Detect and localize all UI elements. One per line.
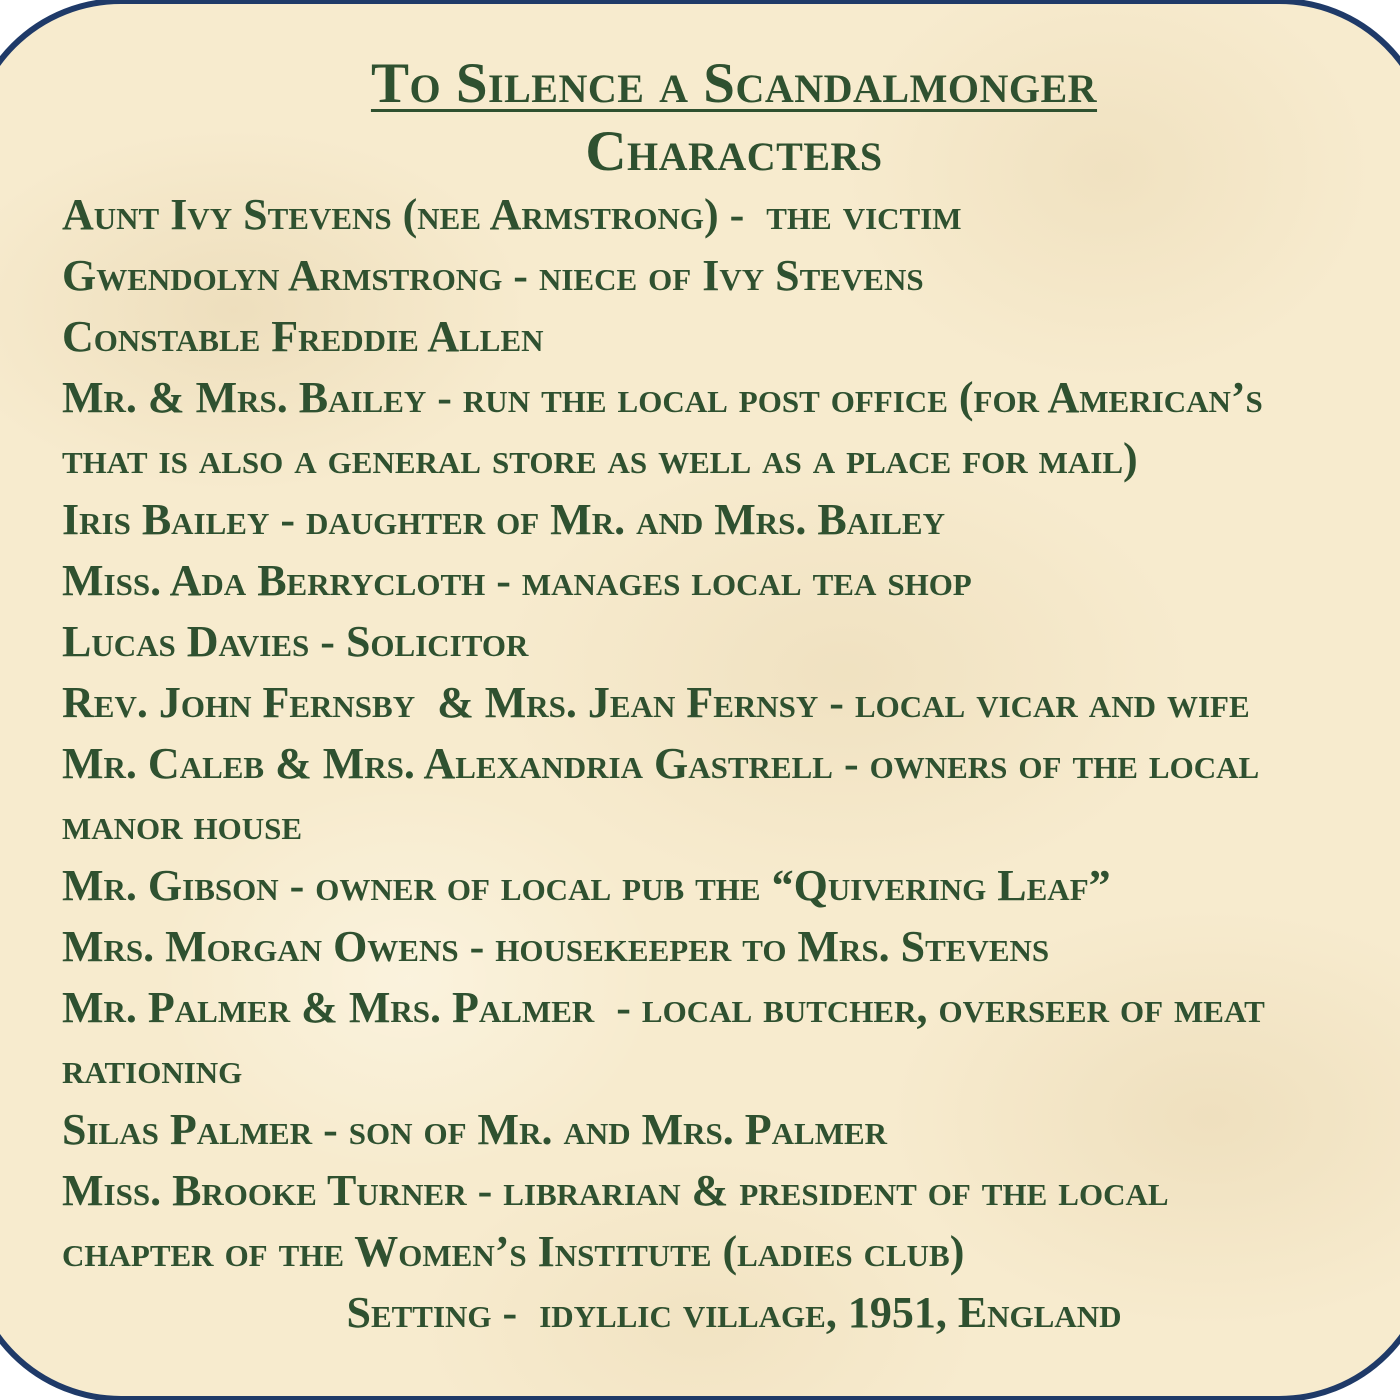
setting-line: Setting - idyllic village, 1951, England xyxy=(346,1288,1122,1337)
character-line-baileys: Mr. & Mrs. Bailey - run the local post office (for American’s xyxy=(62,373,1263,422)
character-line-turner-cont: chapter of the Women’s Institute (ladies club) xyxy=(62,1227,965,1276)
character-line-gastrell: Mr. Caleb & Mrs. Alexandria Gastrell - owners of the local xyxy=(62,739,1260,788)
document-subtitle: Characters xyxy=(585,120,883,183)
character-line-gastrell-cont: manor house xyxy=(62,800,303,849)
character-line-berrycloth: Miss. Ada Berrycloth - manages local tea shop xyxy=(62,556,972,605)
character-line-turner: Miss. Brooke Turner - librarian & president of the local xyxy=(62,1166,1169,1215)
character-line-niece: Gwendolyn Armstrong - niece of Ivy Stevens xyxy=(62,251,924,300)
character-line-baileys-cont: that is also a general store as well as a place for mail) xyxy=(62,434,1138,483)
character-line-victim: Aunt Ivy Stevens (nee Armstrong) - the victim xyxy=(62,190,962,239)
character-line-davies: Lucas Davies - Solicitor xyxy=(62,617,529,666)
character-line-iris-bailey: Iris Bailey - daughter of Mr. and Mrs. Bailey xyxy=(62,495,945,544)
character-line-fernsby: Rev. John Fernsby & Mrs. Jean Fernsy - local vicar and wife xyxy=(62,678,1250,727)
character-line-palmers-cont: rationing xyxy=(62,1044,243,1093)
character-line-owens: Mrs. Morgan Owens - housekeeper to Mrs. Stevens xyxy=(62,922,1050,971)
character-line-palmers: Mr. Palmer & Mrs. Palmer - local butcher, overseer of meat xyxy=(62,983,1265,1032)
character-sheet xyxy=(34,2,1400,1400)
character-line-gibson: Mr. Gibson - owner of local pub the “Quivering Leaf” xyxy=(62,861,1111,910)
character-line-constable: Constable Freddie Allen xyxy=(62,312,544,361)
character-line-silas-palmer: Silas Palmer - son of Mr. and Mrs. Palmer xyxy=(62,1105,888,1154)
document-title: To Silence a Scandalmonger xyxy=(370,52,1098,115)
